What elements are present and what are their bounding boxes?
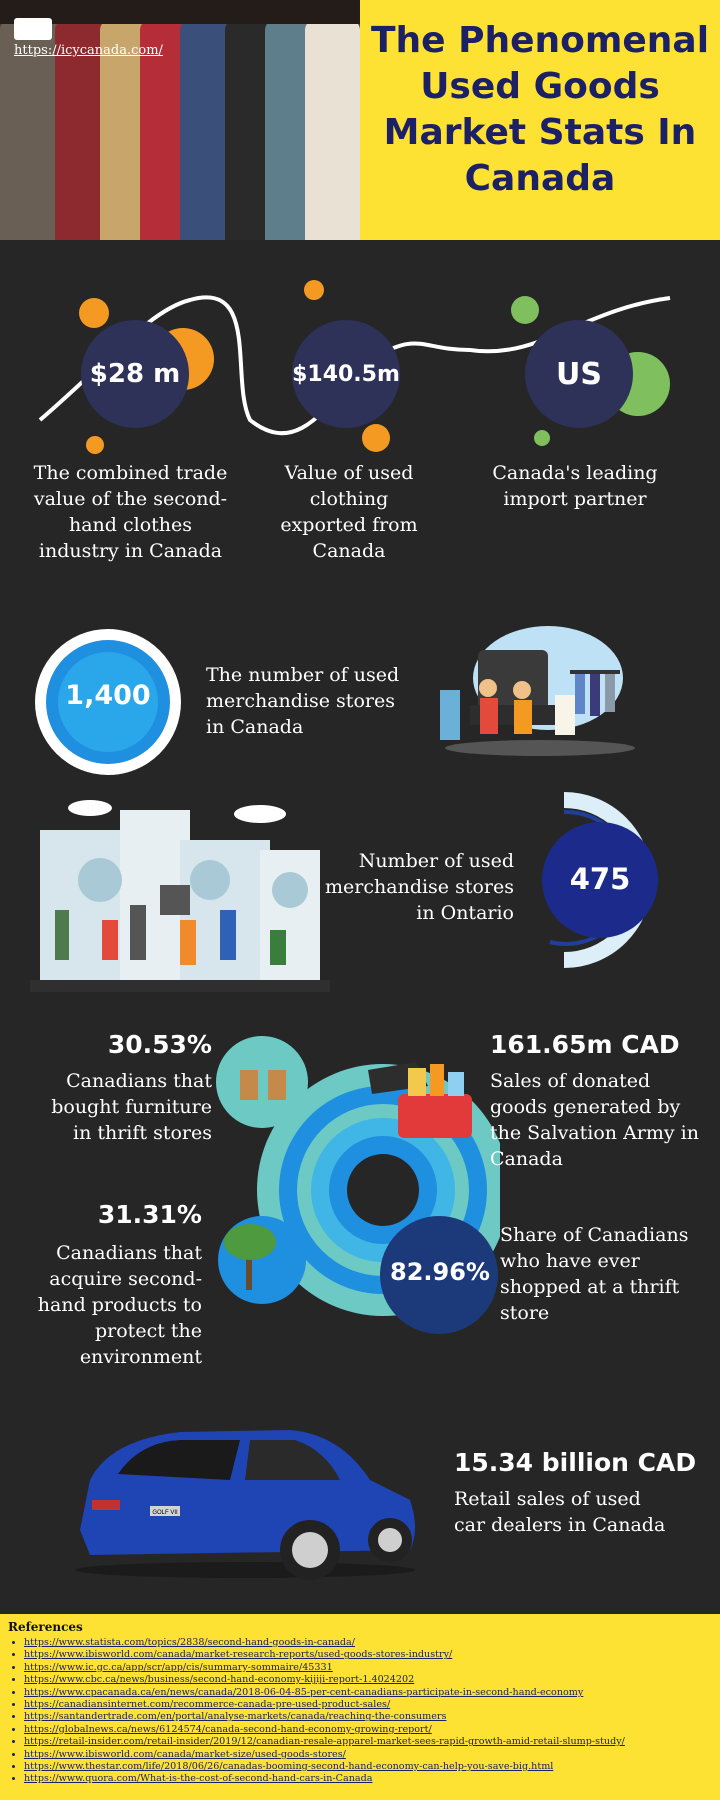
reference-link[interactable]: https://santandertrade.com/en/portal/analyse-markets/canada/reaching-the-consumers bbox=[24, 1711, 447, 1723]
car-boot-sale-illustration bbox=[430, 620, 650, 760]
donation-basket-icon bbox=[368, 1058, 484, 1154]
site-link[interactable]: https://icycanada.com/ bbox=[14, 43, 163, 58]
furniture-value: 30.53% bbox=[107, 1030, 212, 1059]
reference-item bbox=[24, 1749, 625, 1761]
reference-item bbox=[24, 1773, 625, 1785]
car-illustration bbox=[70, 1410, 420, 1580]
shoppers-label: Share of Canadians who have ever shopped at a thrift store bbox=[500, 1224, 689, 1324]
flea-market-illustration bbox=[30, 800, 330, 1010]
reference-link[interactable]: https://www.thestar.com/life/2018/06/26/canadas-booming-second-hand-economy-can-help-you-save-big.html bbox=[24, 1761, 554, 1773]
reference-item bbox=[24, 1736, 625, 1748]
license-plate: GOLF VII bbox=[152, 1510, 178, 1516]
stores-ontario-value: 475 bbox=[569, 862, 631, 896]
orange-dot bbox=[304, 280, 324, 300]
cars-label: Retail sales of used car dealers in Canada bbox=[454, 1488, 666, 1536]
reference-item bbox=[24, 1711, 625, 1723]
green-dot bbox=[511, 296, 539, 324]
reference-link[interactable]: https://www.ibisworld.com/canada/market-research-reports/used-goods-stores-industry/ bbox=[24, 1649, 453, 1661]
orange-dot bbox=[79, 298, 109, 328]
stat-circle: US bbox=[525, 320, 633, 428]
reference-item bbox=[24, 1637, 625, 1649]
reference-item bbox=[24, 1674, 625, 1686]
reference-link[interactable]: https://globalnews.ca/news/6124574/canada-second-hand-economy-growing-report/ bbox=[24, 1723, 432, 1735]
stores-ontario-label: Number of used merchandise stores in Ontario bbox=[325, 850, 514, 924]
green-dot bbox=[534, 430, 550, 446]
reference-link[interactable]: https://retail-insider.com/retail-insider/2019/12/canadian-resale-apparel-market-sees-rapid-growth-amid-retail-slump-study/ bbox=[24, 1736, 625, 1748]
reference-item bbox=[24, 1649, 625, 1661]
references-list bbox=[10, 1637, 625, 1786]
reference-link[interactable]: https://www.statista.com/topics/2838/second-hand-goods-in-canada/ bbox=[24, 1637, 356, 1648]
orange-dot bbox=[86, 436, 104, 454]
salvation-value: 161.65m CAD bbox=[490, 1030, 680, 1059]
reference-item bbox=[24, 1724, 625, 1736]
hero-clothes-photo bbox=[0, 0, 360, 240]
reference-link[interactable]: https://www.cpacanada.ca/en/news/canada/2018-06-04-85-per-cent-canadians-participate-in-second-hand-economy bbox=[24, 1686, 584, 1698]
site-logo bbox=[14, 18, 52, 40]
stat-label: The combined trade value of the second-hand clothes industry in Canada bbox=[33, 462, 228, 562]
stat-circle: $140.5m bbox=[292, 320, 400, 428]
orange-dot bbox=[362, 424, 390, 452]
furniture-label: Canadians that bought furniture in thrift stores bbox=[51, 1070, 212, 1144]
stat-circle: $28 m bbox=[81, 320, 189, 428]
references-title: References bbox=[8, 1620, 83, 1634]
reference-link[interactable]: https://canadiansinternet.com/recommerce-canada-pre-used-product-sales/ bbox=[24, 1699, 391, 1711]
reference-item bbox=[24, 1761, 625, 1773]
reference-link[interactable]: https://www.ibisworld.com/canada/market-size/used-goods-stores/ bbox=[24, 1748, 346, 1760]
shoppers-value: 82.96% bbox=[390, 1258, 490, 1286]
stores-canada-value: 1,400 bbox=[65, 680, 151, 711]
reference-item bbox=[24, 1662, 625, 1674]
stat-label: Value of used clothing exported from Canada bbox=[280, 462, 418, 562]
page-title: The Phenomenal Used Goods Market Stats In Canada bbox=[370, 20, 710, 199]
salvation-label: Sales of donated goods generated by the Salvation Army in Canada bbox=[490, 1070, 699, 1170]
stat-label: Canada's leading import partner bbox=[492, 462, 658, 510]
environment-value: 31.31% bbox=[97, 1200, 202, 1229]
reference-link[interactable]: https://www.quora.com/What-is-the-cost-of-second-hand-cars-in-Canada bbox=[24, 1773, 373, 1785]
reference-item bbox=[24, 1687, 625, 1699]
stores-canada-label: The number of used merchandise stores in Canada bbox=[206, 664, 400, 738]
environment-label: Canadians that acquire second-hand products to protect the environment bbox=[37, 1242, 202, 1368]
reference-link[interactable]: https://www.cbc.ca/news/business/second-hand-economy-kijiji-report-1.4024202 bbox=[24, 1674, 415, 1686]
reference-link[interactable]: https://www.ic.gc.ca/app/scr/app/cis/summary-sommaire/45331 bbox=[24, 1661, 333, 1673]
cars-value: 15.34 billion CAD bbox=[454, 1448, 697, 1477]
reference-item bbox=[24, 1699, 625, 1711]
